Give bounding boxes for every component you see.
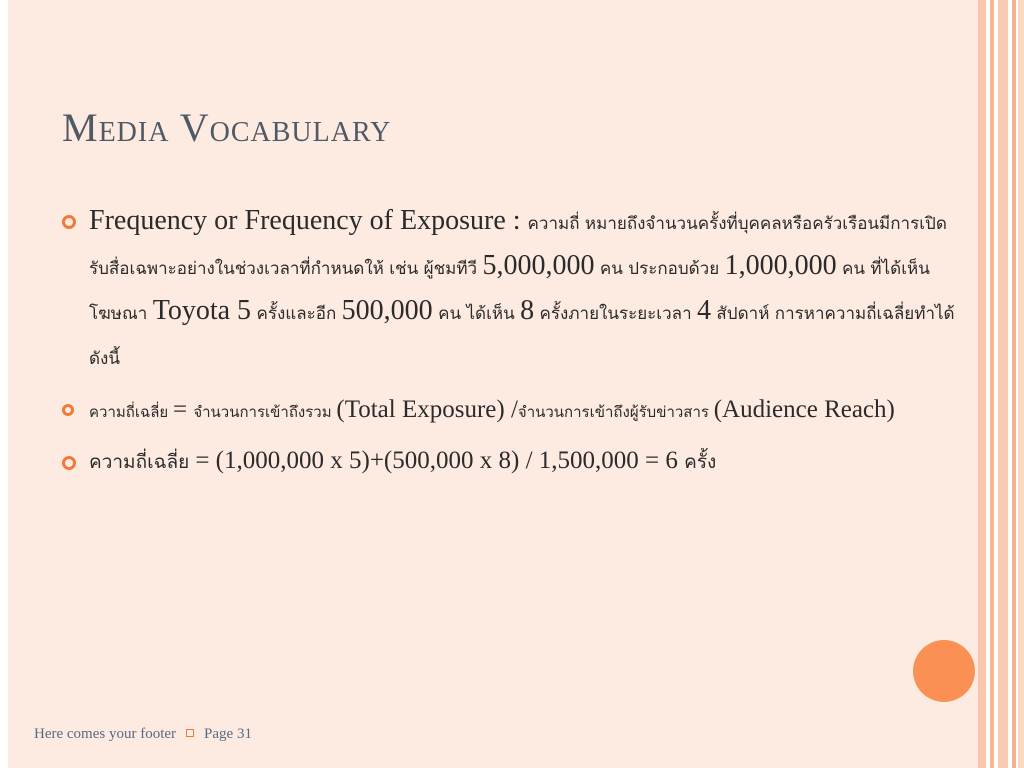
bullet-brand: Toyota 5 bbox=[152, 295, 252, 326]
bullet-text-en: (Audience Reach) bbox=[713, 396, 895, 423]
decor-stripe bbox=[990, 0, 994, 768]
bullet-item-average-formula bbox=[62, 392, 962, 430]
bullet-number: 500,000 bbox=[341, 295, 433, 326]
slide-content bbox=[62, 200, 962, 480]
bullet-text-th: ครั้งภายในระยะเวลา bbox=[534, 304, 698, 324]
bullet-text-th: จำนวนการเข้าถึงผู้รับข่าวสาร bbox=[517, 403, 714, 421]
bullet-text-th: สัปดาห์ การหาความถี่เฉลี่ยทำได้ดังนี้ bbox=[89, 304, 955, 369]
orange-ring-icon bbox=[62, 215, 76, 229]
bullet-text-en: (Total Exposure) / bbox=[336, 396, 518, 423]
bullet-number: 4 bbox=[697, 295, 712, 326]
bullet-text-th: คน ประกอบด้วย bbox=[594, 259, 725, 279]
bullet-text-th: ความถี่เฉลี่ย bbox=[89, 451, 196, 473]
bullet-text-th: ความถี่เฉลี่ย bbox=[89, 403, 173, 421]
orange-ring-icon bbox=[62, 404, 74, 416]
bullet-number: 8 bbox=[520, 295, 535, 326]
bullet-item-frequency bbox=[62, 200, 962, 380]
decor-stripe bbox=[998, 0, 1008, 768]
bullet-text-th: ครั้ง bbox=[684, 451, 717, 473]
decor-circle bbox=[913, 640, 975, 702]
decor-stripe bbox=[1018, 0, 1024, 768]
bullet-number: 1,000,000 bbox=[724, 250, 837, 281]
bullet-text-th: ครั้งและอีก bbox=[251, 304, 342, 324]
bullet-number: 5,000,000 bbox=[482, 250, 595, 281]
bullet-text-th: ความถี่ หมายถึงจำนวนครั้งที่บุคคลหรือครัวเรือนมีการเปิดรับสื่อเฉพาะอย่างในช่วงเวลาที่กำหนดให้ เช่น ผู้ชมทีวี bbox=[89, 214, 947, 279]
bullet-equals: = bbox=[172, 396, 194, 423]
page-number: Page 31 bbox=[204, 726, 252, 742]
bullet-text-th: คน ที่ได้เห็นโฆษณา bbox=[89, 259, 930, 324]
decor-stripe bbox=[978, 0, 986, 768]
decor-stripe bbox=[1012, 0, 1016, 768]
slide-footer bbox=[34, 726, 252, 743]
bullet-equation: = (1,000,000 x 5)+(500,000 x 8) / 1,500,000 = 6 bbox=[195, 447, 685, 474]
footer-text: Here comes your footer bbox=[34, 726, 177, 742]
slide-title: Media Vocabulary bbox=[62, 105, 392, 150]
bullet-text-th: จำนวนการเข้าถึงรวม bbox=[193, 403, 337, 421]
bullet-text-th: คน ได้เห็น bbox=[432, 304, 521, 324]
orange-ring-icon bbox=[62, 456, 76, 470]
square-bullet-icon bbox=[186, 729, 194, 737]
bullet-text-en: Frequency or Frequency of Exposure : bbox=[89, 205, 528, 236]
bullet-item-average-calc bbox=[62, 443, 962, 480]
